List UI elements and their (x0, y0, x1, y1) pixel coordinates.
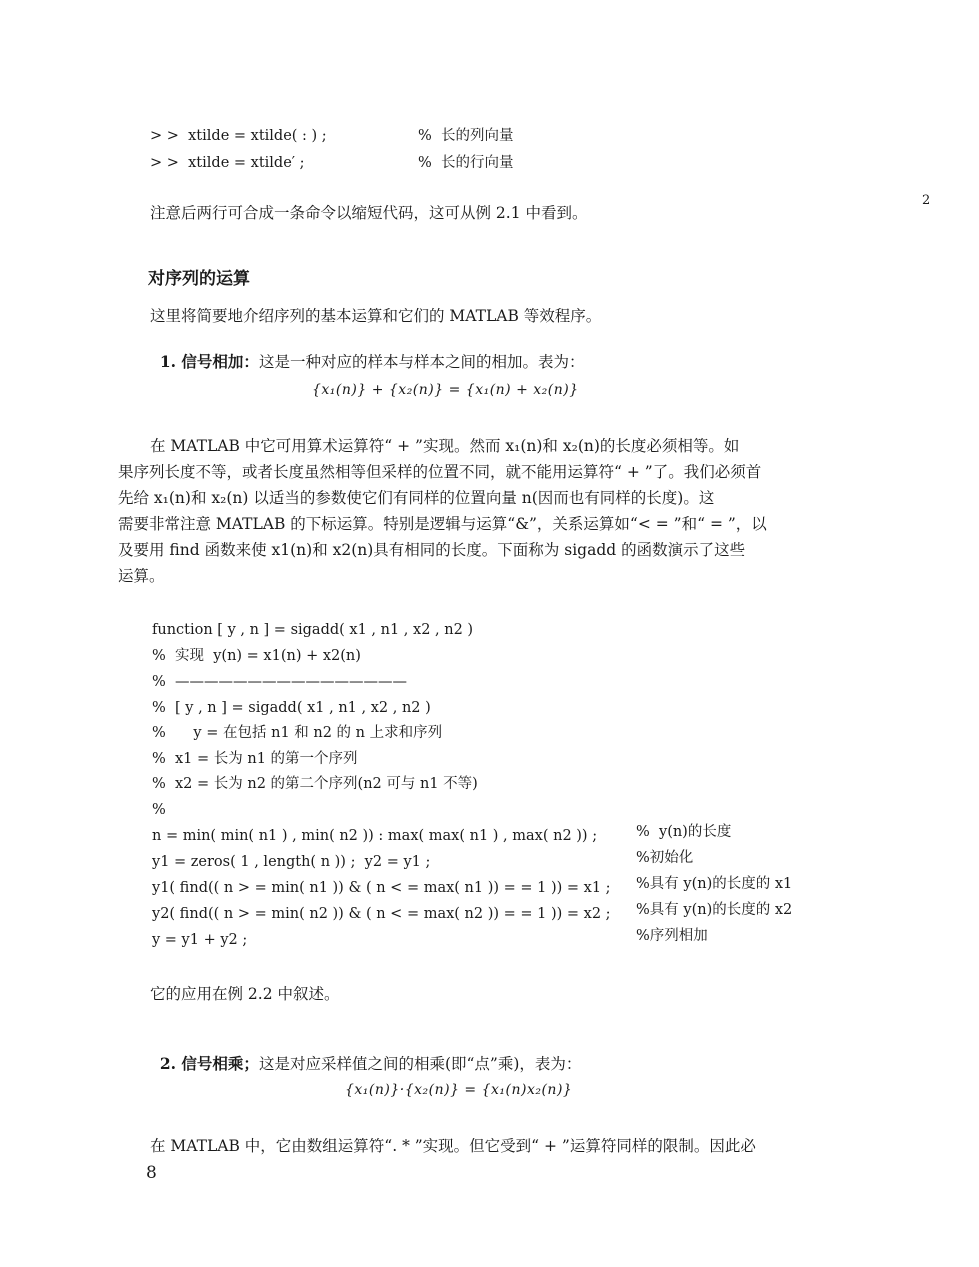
code-line: function [ y , n ] = sigadd( x1 , n1 , x2 , n2 ) (152, 622, 474, 638)
code-line: % 实现 y(n) = x1(n) + x2(n) (152, 648, 361, 664)
item-2-text: 这是对应采样值之间的相乘(即“点”乘)，表为： (258, 1055, 582, 1073)
item-1 (150, 332, 584, 372)
code-comment: %初始化 (636, 850, 694, 866)
intro-text: 这里将简要地介绍序列的基本运算和它们的 MATLAB 等效程序。 (150, 307, 602, 325)
note-line: 注意后两行可合成一条命令以缩短代码，这可从例 2.1 中看到。 (150, 204, 588, 222)
code-line: % x2 = 长为 n2 的第二个序列(n2 可与 n1 不等) (152, 776, 478, 792)
code-line: y = y1 + y2 ; (152, 932, 248, 948)
code-comment: % y(n)的长度 (636, 824, 732, 840)
item-1-text: 这是一种对应的样本与样本之间的相加。表为： (258, 353, 585, 371)
code-line: n = min( min( n1 ) , min( n2 )) : max( max( n1 ) , max( n2 )) ; (152, 828, 598, 844)
item-2-label: 2. 信号相乘； (159, 1054, 259, 1073)
code-line: % x1 = 长为 n1 的第一个序列 (152, 751, 358, 767)
paragraph-line: 果序列长度不等，或者长度虽然相等但采样的位置不同，就不能用运算符“ + ”了。我们必须首 (118, 463, 762, 481)
item-2 (150, 1034, 581, 1074)
code-line: y1 = zeros( 1 , length( n )) ; y2 = y1 ; (152, 854, 431, 870)
code-comment-2: % 长的行向量 (418, 155, 514, 171)
code-comment: %序列相加 (636, 928, 708, 944)
formula-multiplication: {x₁(n)}·{x₂(n)} = {x₁(n)x₂(n)} (345, 1082, 573, 1098)
usage-line: 它的应用在例 2.2 中叙述。 (150, 985, 340, 1003)
paragraph-line: 运算。 (118, 567, 165, 585)
code-line: % [ y , n ] = sigadd( x1 , n1 , x2 , n2 ) (152, 700, 431, 716)
paragraph-line: 先给 x₁(n)和 x₂(n) 以适当的参数使它们有同样的位置向量 n(因而也有同样的长度)。这 (118, 489, 715, 507)
section-title: 对序列的运算 (148, 269, 250, 289)
paragraph-line: 需要非常注意 MATLAB 的下标运算。特别是逻辑与运算“&”，关系运算如“< = ”和“ = ”，以 (118, 515, 767, 533)
margin-mark: 2 (922, 193, 931, 208)
code-comment-1: % 长的列向量 (418, 128, 514, 144)
code-line-1: > > xtilde = xtilde( : ) ; (150, 128, 327, 144)
item-1-label: 1. 信号相加： (159, 352, 259, 371)
code-line: y1( find(( n > = min( n1 )) & ( n < = max( n1 )) = = 1 )) = x1 ; (152, 880, 611, 896)
formula-addition: {x₁(n)} + {x₂(n)} = {x₁(n) + x₂(n)} (312, 382, 579, 398)
paragraph-line: 及要用 find 函数来使 x1(n)和 x2(n)具有相同的长度。下面称为 sigadd 的函数演示了这些 (118, 541, 746, 559)
code-line-2: > > xtilde = xtilde′ ; (150, 155, 305, 171)
code-line: % (152, 802, 166, 818)
last-line: 在 MATLAB 中，它由数组运算符“. * ”实现。但它受到“ + ”运算符同样的限制。因此必 (150, 1137, 756, 1155)
code-line: y2( find(( n > = min( n2 )) & ( n < = max( n2 )) = = 1 )) = x2 ; (152, 906, 611, 922)
code-comment: %具有 y(n)的长度的 x1 (636, 876, 793, 892)
page-number: 8 (146, 1163, 157, 1183)
paragraph-line: 在 MATLAB 中它可用算术运算符“ + ”实现。然而 x₁(n)和 x₂(n)的长度必须相等。如 (150, 437, 740, 455)
code-comment: %具有 y(n)的长度的 x2 (636, 902, 793, 918)
code-line: % ———————————————— (152, 674, 407, 690)
code-line: % y = 在包括 n1 和 n2 的 n 上求和序列 (152, 725, 443, 741)
